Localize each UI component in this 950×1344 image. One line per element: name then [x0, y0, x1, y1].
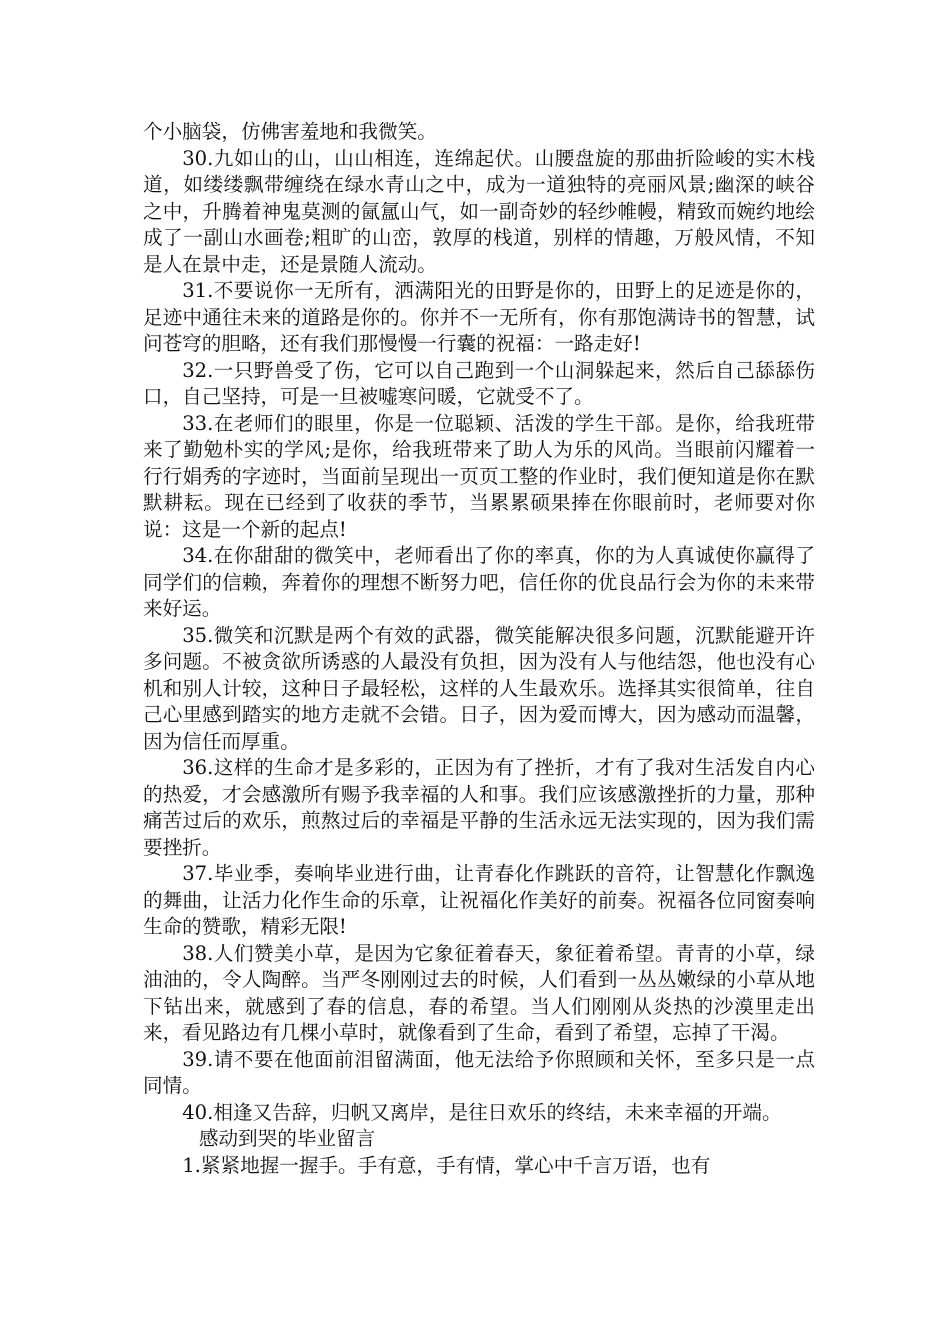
paragraph-35: 35.微笑和沉默是两个有效的武器，微笑能解决很多问题，沉默能避开许多问题。不被贪欲所诱惑的人最没有负担，因为没有人与他结怨，他也没有心机和别人计较，这种日子最轻松，这样的人生最欢乐。选择其实很简单，往自己心里感到踏实的地方走就不会错。日子，因为爱而博大，因为感动而温馨，因为信任而厚重。 — [143, 623, 815, 753]
paragraph-38: 38.人们赞美小草，是因为它象征着春天，象征着希望。青青的小草，绿油油的，令人陶醉。当严冬刚刚过去的时候，人们看到一丛丛嫩绿的小草从地下钻出来，就感到了春的信息，春的希望。当人们刚刚从炎热的沙漠里走出来，看见路边有几棵小草时，就像看到了生命，看到了希望，忘掉了干渴。 — [143, 941, 815, 1044]
paragraph-32: 32.一只野兽受了伤，它可以自己跑到一个山洞躲起来，然后自己舔舔伤口，自己坚持，可是一旦被嘘寒问暖，它就受不了。 — [143, 358, 815, 408]
paragraph-39: 39.请不要在他面前泪留满面，他无法给予你照顾和关怀，至多只是一点同情。 — [143, 1047, 815, 1097]
paragraph-34: 34.在你甜甜的微笑中，老师看出了你的率真，你的为人真诚使你赢得了同学们的信赖，奔着你的理想不断努力吧，信任你的优良品行会为你的未来带来好运。 — [143, 544, 815, 620]
paragraph-continuation: 个小脑袋，仿佛害羞地和我微笑。 — [143, 120, 437, 143]
paragraph-31: 31.不要说你一无所有，洒满阳光的田野是你的，田野上的足迹是你的，足迹中通往未来的道路是你的。你并不一无所有，你有那饱满诗书的智慧，试问苍穹的胆略，还有我们那慢慢一行囊的祝福：一路走好! — [143, 279, 815, 355]
document-page — [143, 119, 815, 1179]
paragraph-33: 33.在老师们的眼里，你是一位聪颖、活泼的学生干部。是你，给我班带来了勤勉朴实的学风;是你，给我班带来了助人为乐的风尚。当眼前闪耀着一行行娟秀的字迹时，当面前呈现出一页页工整的作业时，我们便知道是你在默默耕耘。现在已经到了收获的季节，当累累硕果捧在你眼前时，老师要对你说：这是一个新的起点! — [143, 411, 815, 541]
paragraph-36: 36.这样的生命才是多彩的，正因为有了挫折，才有了我对生活发自内心的热爱，才会感激所有赐予我幸福的人和事。我们应该感激挫折的力量，那种痛苦过后的欢乐，煎熬过后的幸福是平静的生活永远无法实现的，因为我们需要挫折。 — [143, 756, 815, 859]
paragraph-1: 1.紧紧地握一握手。手有意，手有情，掌心中千言万语，也有 — [182, 1153, 711, 1177]
paragraph-37: 37.毕业季，奏响毕业进行曲，让青春化作跳跃的音符，让智慧化作飘逸的舞曲，让活力化作生命的乐章，让祝福化作美好的前奏。祝福各位同窗奏响生命的赞歌，精彩无限! — [143, 862, 815, 938]
paragraph-30: 30.九如山的山，山山相连，连绵起伏。山腰盘旋的那曲折险峻的实木栈道，如缕缕飘带缠绕在绿水青山之中，成为一道独特的亮丽风景;幽深的峡谷之中，升腾着神鬼莫测的氤氲山气，如一副奇妙的轻纱帷幔，精致而婉约地绘成了一副山水画卷;粗旷的山峦，敦厚的栈道，别样的情趣，万般风情，不知是人在景中走，还是景随人流动。 — [143, 146, 815, 276]
section-heading: 感动到哭的毕业留言 — [198, 1127, 376, 1150]
paragraph-40: 40.相逢又告辞，归帆又离岸，是往日欢乐的终结，未来幸福的开端。 — [182, 1100, 782, 1124]
